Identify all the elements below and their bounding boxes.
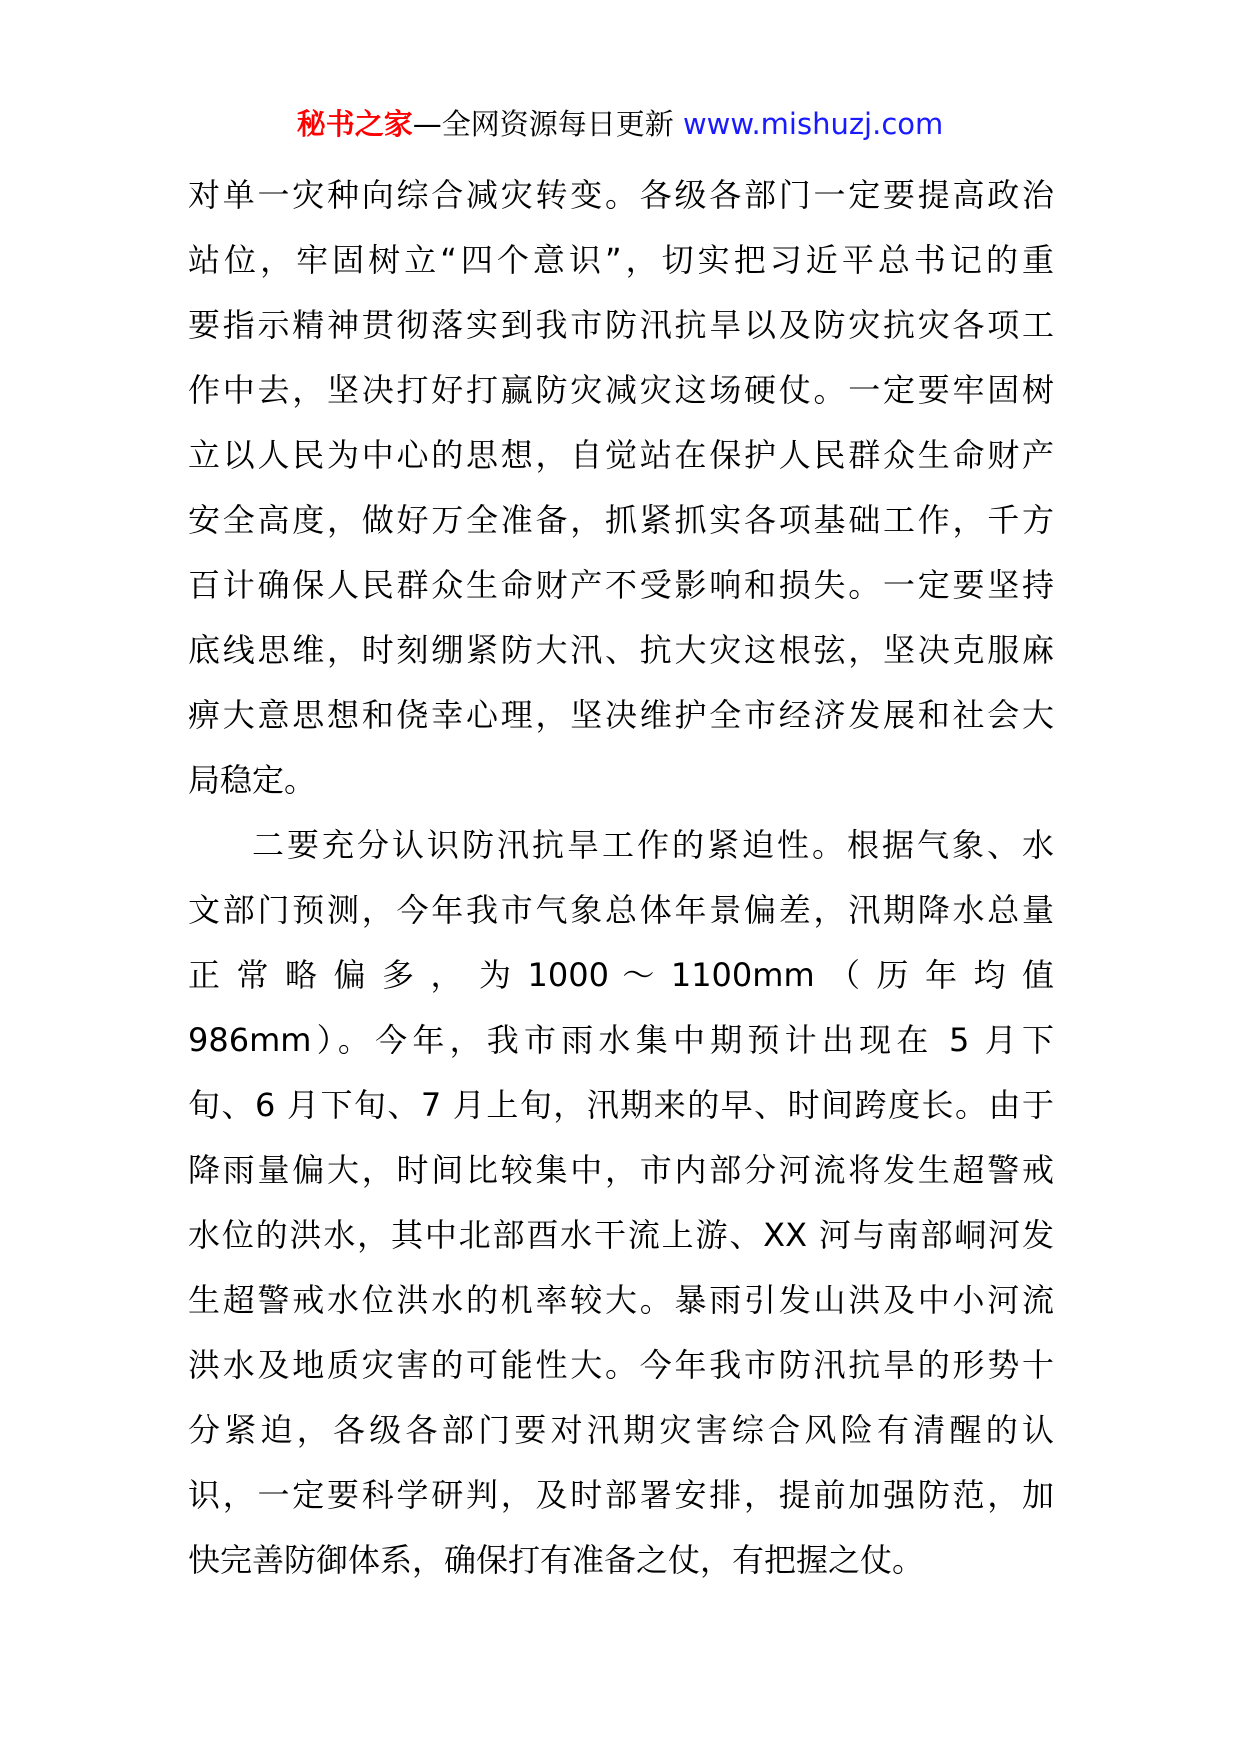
text-line: 站位，牢固树立“四个意识”，切实把习近平总书记的重 bbox=[188, 241, 1054, 279]
text-line: 快完善防御体系，确保打有准备之仗，有把握之仗。 bbox=[188, 1541, 925, 1579]
text-line: 立以人民为中心的思想，自觉站在保护人民群众生命财产 bbox=[188, 436, 1054, 474]
page-header bbox=[0, 104, 1240, 144]
text-line: 百计确保人民群众生命财产不受影响和损失。一定要坚持 bbox=[188, 566, 1054, 604]
text-line: 文部门预测，今年我市气象总体年景偏差，汛期降水总量 bbox=[188, 891, 1054, 929]
header-url-link[interactable]: www.mishuzj.com bbox=[682, 107, 944, 141]
header-tagline: —全网资源每日更新 bbox=[412, 107, 674, 141]
text-line: 986mm）。今年，我市雨水集中期预计出现在 5 月下 bbox=[188, 1021, 1054, 1059]
body-text bbox=[188, 163, 1054, 1593]
text-line: 旬、6 月下旬、7 月上旬，汛期来的早、时间跨度长。由于 bbox=[188, 1086, 1054, 1124]
text-line: 对单一灾种向综合减灾转变。各级各部门一定要提高政治 bbox=[188, 176, 1054, 214]
text-line: 局稳定。 bbox=[188, 761, 317, 799]
paragraph-start-line: 二要充分认识防汛抗旱工作的紧迫性。根据气象、水 bbox=[252, 826, 1054, 864]
text-line: 水位的洪水，其中北部酉水干流上游、XX 河与南部峒河发 bbox=[188, 1216, 1054, 1254]
text-line: 要指示精神贯彻落实到我市防汛抗旱以及防灾抗灾各项工 bbox=[188, 306, 1054, 344]
text-line: 识，一定要科学研判，及时部署安排，提前加强防范，加 bbox=[188, 1476, 1054, 1514]
text-line: 降雨量偏大，时间比较集中，市内部分河流将发生超警戒 bbox=[188, 1151, 1054, 1189]
text-line: 生超警戒水位洪水的机率较大。暴雨引发山洪及中小河流 bbox=[188, 1281, 1054, 1319]
text-line: 痹大意思想和侥幸心理，坚决维护全市经济发展和社会大 bbox=[188, 696, 1054, 734]
text-line: 作中去，坚决打好打赢防灾减灾这场硬仗。一定要牢固树 bbox=[188, 371, 1054, 409]
text-line: 底线思维，时刻绷紧防大汛、抗大灾这根弦，坚决克服麻 bbox=[188, 631, 1054, 669]
text-line: 正 常 略 偏 多 ， 为 1000 ～ 1100mm （ 历 年 均 值 bbox=[188, 956, 1054, 994]
text-line: 洪水及地质灾害的可能性大。今年我市防汛抗旱的形势十 bbox=[188, 1346, 1054, 1384]
text-line: 安全高度，做好万全准备，抓紧抓实各项基础工作，千方 bbox=[188, 501, 1054, 539]
header-brand: 秘书之家 bbox=[296, 107, 413, 141]
text-line: 分紧迫，各级各部门要对汛期灾害综合风险有清醒的认 bbox=[188, 1411, 1054, 1449]
